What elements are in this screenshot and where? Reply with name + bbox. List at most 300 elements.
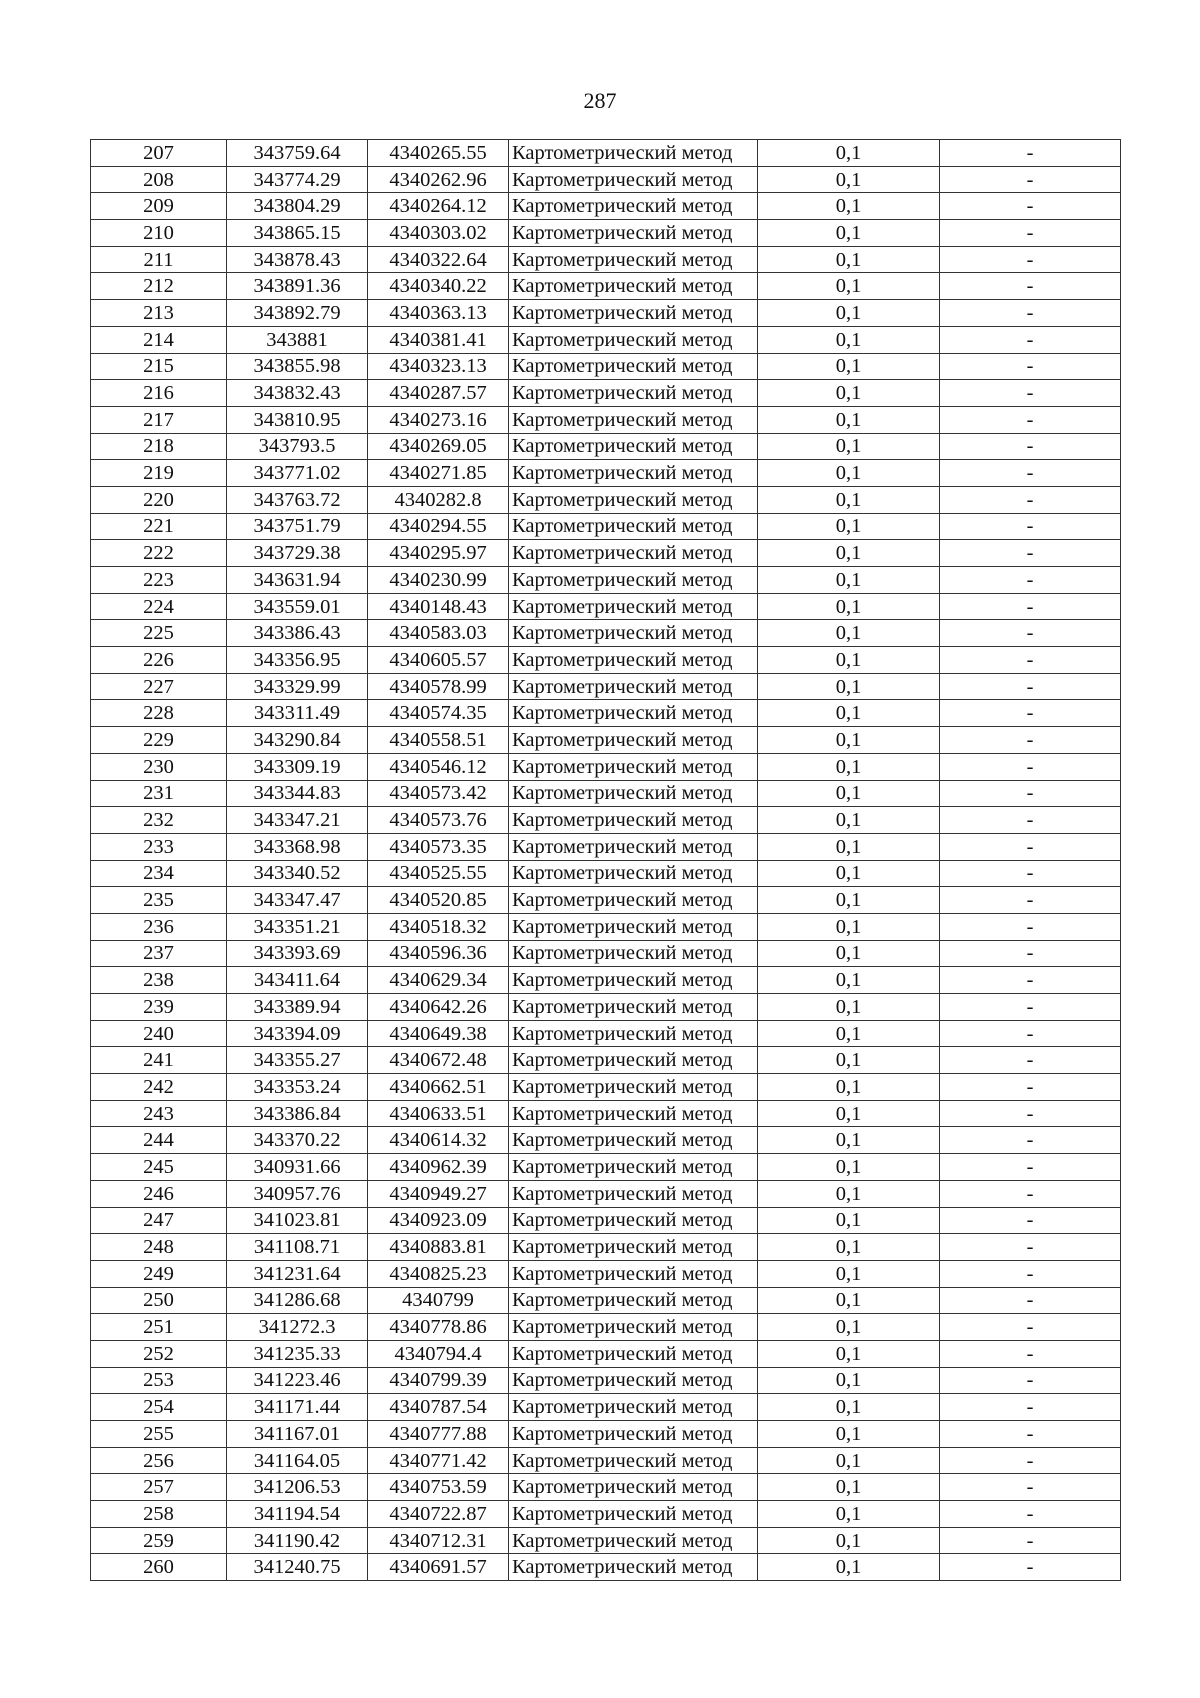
method-cell: Картометрический метод: [509, 1314, 758, 1341]
point-number-cell: 249: [91, 1260, 227, 1287]
table-row: [91, 673, 1121, 700]
note-cell: -: [940, 326, 1121, 353]
y-coordinate-cell: 4340962.39: [368, 1154, 509, 1181]
y-coordinate-cell: 4340273.16: [368, 406, 509, 433]
note-cell: -: [940, 220, 1121, 247]
note-cell: -: [940, 994, 1121, 1021]
table-row: [91, 1394, 1121, 1421]
point-number-cell: 212: [91, 273, 227, 300]
accuracy-cell: 0,1: [758, 1527, 940, 1554]
method-cell: Картометрический метод: [509, 300, 758, 327]
table-row: [91, 140, 1121, 167]
point-number-cell: 213: [91, 300, 227, 327]
note-cell: -: [940, 540, 1121, 567]
note-cell: -: [940, 1234, 1121, 1261]
point-number-cell: 232: [91, 807, 227, 834]
method-cell: Картометрический метод: [509, 380, 758, 407]
accuracy-cell: 0,1: [758, 967, 940, 994]
point-number-cell: 253: [91, 1367, 227, 1394]
accuracy-cell: 0,1: [758, 1234, 940, 1261]
y-coordinate-cell: 4340949.27: [368, 1180, 509, 1207]
point-number-cell: 236: [91, 913, 227, 940]
y-coordinate-cell: 4340605.57: [368, 647, 509, 674]
accuracy-cell: 0,1: [758, 273, 940, 300]
x-coordinate-cell: 343347.47: [227, 887, 368, 914]
accuracy-cell: 0,1: [758, 753, 940, 780]
y-coordinate-cell: 4340520.85: [368, 887, 509, 914]
point-number-cell: 255: [91, 1421, 227, 1448]
point-number-cell: 217: [91, 406, 227, 433]
point-number-cell: 219: [91, 460, 227, 487]
x-coordinate-cell: 343892.79: [227, 300, 368, 327]
table-row: [91, 1047, 1121, 1074]
accuracy-cell: 0,1: [758, 887, 940, 914]
method-cell: Картометрический метод: [509, 593, 758, 620]
note-cell: -: [940, 1340, 1121, 1367]
table-row: [91, 1367, 1121, 1394]
y-coordinate-cell: 4340287.57: [368, 380, 509, 407]
method-cell: Картометрический метод: [509, 753, 758, 780]
table-row: [91, 994, 1121, 1021]
table-row: [91, 1447, 1121, 1474]
y-coordinate-cell: 4340295.97: [368, 540, 509, 567]
method-cell: Картометрический метод: [509, 727, 758, 754]
note-cell: -: [940, 1367, 1121, 1394]
accuracy-cell: 0,1: [758, 567, 940, 594]
note-cell: -: [940, 353, 1121, 380]
note-cell: -: [940, 620, 1121, 647]
point-number-cell: 207: [91, 140, 227, 167]
accuracy-cell: 0,1: [758, 1447, 940, 1474]
note-cell: -: [940, 1180, 1121, 1207]
y-coordinate-cell: 4340294.55: [368, 513, 509, 540]
note-cell: -: [940, 460, 1121, 487]
method-cell: Картометрический метод: [509, 1527, 758, 1554]
point-number-cell: 241: [91, 1047, 227, 1074]
note-cell: -: [940, 1421, 1121, 1448]
accuracy-cell: 0,1: [758, 1394, 940, 1421]
method-cell: Картометрический метод: [509, 246, 758, 273]
table-row: [91, 727, 1121, 754]
note-cell: -: [940, 1474, 1121, 1501]
table-row: [91, 1207, 1121, 1234]
method-cell: Картометрический метод: [509, 1447, 758, 1474]
y-coordinate-cell: 4340883.81: [368, 1234, 509, 1261]
note-cell: -: [940, 166, 1121, 193]
y-coordinate-cell: 4340264.12: [368, 193, 509, 220]
y-coordinate-cell: 4340753.59: [368, 1474, 509, 1501]
table-row: [91, 300, 1121, 327]
accuracy-cell: 0,1: [758, 1020, 940, 1047]
table-row: [91, 1180, 1121, 1207]
point-number-cell: 243: [91, 1100, 227, 1127]
x-coordinate-cell: 343793.5: [227, 433, 368, 460]
x-coordinate-cell: 341272.3: [227, 1314, 368, 1341]
note-cell: -: [940, 1447, 1121, 1474]
accuracy-cell: 0,1: [758, 1367, 940, 1394]
accuracy-cell: 0,1: [758, 1501, 940, 1528]
y-coordinate-cell: 4340799.39: [368, 1367, 509, 1394]
method-cell: Картометрический метод: [509, 860, 758, 887]
table-row: [91, 1100, 1121, 1127]
table-row: [91, 860, 1121, 887]
x-coordinate-cell: 341194.54: [227, 1501, 368, 1528]
table-row: [91, 273, 1121, 300]
note-cell: -: [940, 593, 1121, 620]
x-coordinate-cell: 343878.43: [227, 246, 368, 273]
x-coordinate-cell: 343370.22: [227, 1127, 368, 1154]
note-cell: -: [940, 1554, 1121, 1581]
point-number-cell: 210: [91, 220, 227, 247]
point-number-cell: 247: [91, 1207, 227, 1234]
x-coordinate-cell: 343763.72: [227, 486, 368, 513]
accuracy-cell: 0,1: [758, 353, 940, 380]
method-cell: Картометрический метод: [509, 567, 758, 594]
y-coordinate-cell: 4340282.8: [368, 486, 509, 513]
table-row: [91, 1074, 1121, 1101]
note-cell: -: [940, 780, 1121, 807]
y-coordinate-cell: 4340323.13: [368, 353, 509, 380]
note-cell: -: [940, 1501, 1121, 1528]
method-cell: Картометрический метод: [509, 140, 758, 167]
point-number-cell: 222: [91, 540, 227, 567]
y-coordinate-cell: 4340230.99: [368, 567, 509, 594]
x-coordinate-cell: 343368.98: [227, 833, 368, 860]
x-coordinate-cell: 343771.02: [227, 460, 368, 487]
table-row: [91, 940, 1121, 967]
accuracy-cell: 0,1: [758, 513, 940, 540]
point-number-cell: 214: [91, 326, 227, 353]
accuracy-cell: 0,1: [758, 433, 940, 460]
y-coordinate-cell: 4340322.64: [368, 246, 509, 273]
x-coordinate-cell: 341286.68: [227, 1287, 368, 1314]
y-coordinate-cell: 4340722.87: [368, 1501, 509, 1528]
y-coordinate-cell: 4340525.55: [368, 860, 509, 887]
note-cell: -: [940, 833, 1121, 860]
x-coordinate-cell: 343774.29: [227, 166, 368, 193]
x-coordinate-cell: 341190.42: [227, 1527, 368, 1554]
coordinates-table-body: [91, 140, 1121, 1581]
table-row: [91, 1501, 1121, 1528]
accuracy-cell: 0,1: [758, 406, 940, 433]
accuracy-cell: 0,1: [758, 700, 940, 727]
point-number-cell: 258: [91, 1501, 227, 1528]
y-coordinate-cell: 4340691.57: [368, 1554, 509, 1581]
point-number-cell: 231: [91, 780, 227, 807]
method-cell: Картометрический метод: [509, 913, 758, 940]
accuracy-cell: 0,1: [758, 673, 940, 700]
accuracy-cell: 0,1: [758, 1127, 940, 1154]
note-cell: -: [940, 380, 1121, 407]
y-coordinate-cell: 4340271.85: [368, 460, 509, 487]
accuracy-cell: 0,1: [758, 166, 940, 193]
y-coordinate-cell: 4340573.42: [368, 780, 509, 807]
table-row: [91, 246, 1121, 273]
point-number-cell: 238: [91, 967, 227, 994]
method-cell: Картометрический метод: [509, 1100, 758, 1127]
x-coordinate-cell: 341235.33: [227, 1340, 368, 1367]
method-cell: Картометрический метод: [509, 1394, 758, 1421]
y-coordinate-cell: 4340614.32: [368, 1127, 509, 1154]
note-cell: -: [940, 1154, 1121, 1181]
point-number-cell: 239: [91, 994, 227, 1021]
accuracy-cell: 0,1: [758, 1154, 940, 1181]
y-coordinate-cell: 4340633.51: [368, 1100, 509, 1127]
y-coordinate-cell: 4340596.36: [368, 940, 509, 967]
table-row: [91, 887, 1121, 914]
method-cell: Картометрический метод: [509, 994, 758, 1021]
x-coordinate-cell: 343729.38: [227, 540, 368, 567]
x-coordinate-cell: 343389.94: [227, 994, 368, 1021]
point-number-cell: 224: [91, 593, 227, 620]
point-number-cell: 225: [91, 620, 227, 647]
method-cell: Картометрический метод: [509, 807, 758, 834]
y-coordinate-cell: 4340794.4: [368, 1340, 509, 1367]
accuracy-cell: 0,1: [758, 807, 940, 834]
note-cell: -: [940, 406, 1121, 433]
x-coordinate-cell: 341167.01: [227, 1421, 368, 1448]
accuracy-cell: 0,1: [758, 620, 940, 647]
accuracy-cell: 0,1: [758, 540, 940, 567]
accuracy-cell: 0,1: [758, 1474, 940, 1501]
note-cell: -: [940, 887, 1121, 914]
accuracy-cell: 0,1: [758, 460, 940, 487]
y-coordinate-cell: 4340642.26: [368, 994, 509, 1021]
x-coordinate-cell: 340931.66: [227, 1154, 368, 1181]
method-cell: Картометрический метод: [509, 647, 758, 674]
accuracy-cell: 0,1: [758, 1074, 940, 1101]
x-coordinate-cell: 341231.64: [227, 1260, 368, 1287]
point-number-cell: 208: [91, 166, 227, 193]
y-coordinate-cell: 4340573.35: [368, 833, 509, 860]
note-cell: -: [940, 1074, 1121, 1101]
accuracy-cell: 0,1: [758, 593, 940, 620]
note-cell: -: [940, 140, 1121, 167]
accuracy-cell: 0,1: [758, 486, 940, 513]
accuracy-cell: 0,1: [758, 1287, 940, 1314]
x-coordinate-cell: 341240.75: [227, 1554, 368, 1581]
table-row: [91, 913, 1121, 940]
note-cell: -: [940, 673, 1121, 700]
method-cell: Картометрический метод: [509, 193, 758, 220]
point-number-cell: 254: [91, 1394, 227, 1421]
note-cell: -: [940, 567, 1121, 594]
x-coordinate-cell: 343855.98: [227, 353, 368, 380]
x-coordinate-cell: 343832.43: [227, 380, 368, 407]
x-coordinate-cell: 343356.95: [227, 647, 368, 674]
table-row: [91, 1340, 1121, 1367]
note-cell: -: [940, 1100, 1121, 1127]
x-coordinate-cell: 343759.64: [227, 140, 368, 167]
x-coordinate-cell: 343351.21: [227, 913, 368, 940]
x-coordinate-cell: 343355.27: [227, 1047, 368, 1074]
method-cell: Картометрический метод: [509, 513, 758, 540]
method-cell: Картометрический метод: [509, 1340, 758, 1367]
accuracy-cell: 0,1: [758, 1100, 940, 1127]
y-coordinate-cell: 4340778.86: [368, 1314, 509, 1341]
accuracy-cell: 0,1: [758, 1554, 940, 1581]
y-coordinate-cell: 4340262.96: [368, 166, 509, 193]
point-number-cell: 209: [91, 193, 227, 220]
method-cell: Картометрический метод: [509, 220, 758, 247]
note-cell: -: [940, 273, 1121, 300]
point-number-cell: 248: [91, 1234, 227, 1261]
table-row: [91, 1554, 1121, 1581]
point-number-cell: 215: [91, 353, 227, 380]
accuracy-cell: 0,1: [758, 913, 940, 940]
accuracy-cell: 0,1: [758, 140, 940, 167]
table-row: [91, 967, 1121, 994]
y-coordinate-cell: 4340799: [368, 1287, 509, 1314]
table-row: [91, 326, 1121, 353]
x-coordinate-cell: 343386.84: [227, 1100, 368, 1127]
point-number-cell: 251: [91, 1314, 227, 1341]
accuracy-cell: 0,1: [758, 246, 940, 273]
point-number-cell: 227: [91, 673, 227, 700]
x-coordinate-cell: 343394.09: [227, 1020, 368, 1047]
table-row: [91, 166, 1121, 193]
y-coordinate-cell: 4340712.31: [368, 1527, 509, 1554]
table-row: [91, 193, 1121, 220]
table-row: [91, 1234, 1121, 1261]
y-coordinate-cell: 4340583.03: [368, 620, 509, 647]
method-cell: Картометрический метод: [509, 1207, 758, 1234]
method-cell: Картометрический метод: [509, 780, 758, 807]
y-coordinate-cell: 4340381.41: [368, 326, 509, 353]
x-coordinate-cell: 343393.69: [227, 940, 368, 967]
point-number-cell: 257: [91, 1474, 227, 1501]
table-row: [91, 1260, 1121, 1287]
table-row: [91, 833, 1121, 860]
table-row: [91, 433, 1121, 460]
accuracy-cell: 0,1: [758, 1047, 940, 1074]
y-coordinate-cell: 4340787.54: [368, 1394, 509, 1421]
note-cell: -: [940, 913, 1121, 940]
x-coordinate-cell: 343309.19: [227, 753, 368, 780]
y-coordinate-cell: 4340518.32: [368, 913, 509, 940]
method-cell: Картометрический метод: [509, 620, 758, 647]
y-coordinate-cell: 4340340.22: [368, 273, 509, 300]
note-cell: -: [940, 1394, 1121, 1421]
x-coordinate-cell: 343329.99: [227, 673, 368, 700]
x-coordinate-cell: 343386.43: [227, 620, 368, 647]
table-row: [91, 353, 1121, 380]
y-coordinate-cell: 4340269.05: [368, 433, 509, 460]
point-number-cell: 223: [91, 567, 227, 594]
y-coordinate-cell: 4340265.55: [368, 140, 509, 167]
x-coordinate-cell: 341171.44: [227, 1394, 368, 1421]
point-number-cell: 256: [91, 1447, 227, 1474]
accuracy-cell: 0,1: [758, 220, 940, 247]
note-cell: -: [940, 193, 1121, 220]
table-row: [91, 406, 1121, 433]
note-cell: -: [940, 1047, 1121, 1074]
x-coordinate-cell: 343881: [227, 326, 368, 353]
y-coordinate-cell: 4340662.51: [368, 1074, 509, 1101]
table-row: [91, 540, 1121, 567]
y-coordinate-cell: 4340578.99: [368, 673, 509, 700]
note-cell: -: [940, 753, 1121, 780]
point-number-cell: 218: [91, 433, 227, 460]
accuracy-cell: 0,1: [758, 833, 940, 860]
x-coordinate-cell: 343347.21: [227, 807, 368, 834]
method-cell: Картометрический метод: [509, 1127, 758, 1154]
method-cell: Картометрический метод: [509, 833, 758, 860]
method-cell: Картометрический метод: [509, 967, 758, 994]
y-coordinate-cell: 4340363.13: [368, 300, 509, 327]
accuracy-cell: 0,1: [758, 380, 940, 407]
note-cell: -: [940, 1314, 1121, 1341]
table-row: [91, 780, 1121, 807]
point-number-cell: 235: [91, 887, 227, 914]
accuracy-cell: 0,1: [758, 1260, 940, 1287]
method-cell: Картометрический метод: [509, 273, 758, 300]
table-row: [91, 700, 1121, 727]
accuracy-cell: 0,1: [758, 1180, 940, 1207]
point-number-cell: 246: [91, 1180, 227, 1207]
accuracy-cell: 0,1: [758, 1314, 940, 1341]
point-number-cell: 260: [91, 1554, 227, 1581]
table-row: [91, 1314, 1121, 1341]
point-number-cell: 229: [91, 727, 227, 754]
note-cell: -: [940, 1127, 1121, 1154]
x-coordinate-cell: 341108.71: [227, 1234, 368, 1261]
y-coordinate-cell: 4340771.42: [368, 1447, 509, 1474]
x-coordinate-cell: 343344.83: [227, 780, 368, 807]
note-cell: -: [940, 300, 1121, 327]
table-row: [91, 513, 1121, 540]
method-cell: Картометрический метод: [509, 673, 758, 700]
note-cell: -: [940, 967, 1121, 994]
note-cell: -: [940, 486, 1121, 513]
note-cell: -: [940, 1287, 1121, 1314]
note-cell: -: [940, 246, 1121, 273]
x-coordinate-cell: 343411.64: [227, 967, 368, 994]
method-cell: Картометрический метод: [509, 433, 758, 460]
point-number-cell: 242: [91, 1074, 227, 1101]
accuracy-cell: 0,1: [758, 647, 940, 674]
note-cell: -: [940, 433, 1121, 460]
method-cell: Картометрический метод: [509, 700, 758, 727]
method-cell: Картометрический метод: [509, 1501, 758, 1528]
coordinates-table: [90, 139, 1121, 1581]
y-coordinate-cell: 4340825.23: [368, 1260, 509, 1287]
accuracy-cell: 0,1: [758, 994, 940, 1021]
table-row: [91, 1421, 1121, 1448]
method-cell: Картометрический метод: [509, 1234, 758, 1261]
page-number: 287: [583, 88, 617, 113]
x-coordinate-cell: 343751.79: [227, 513, 368, 540]
x-coordinate-cell: 343804.29: [227, 193, 368, 220]
table-row: [91, 1020, 1121, 1047]
note-cell: -: [940, 727, 1121, 754]
point-number-cell: 240: [91, 1020, 227, 1047]
point-number-cell: 259: [91, 1527, 227, 1554]
x-coordinate-cell: 341223.46: [227, 1367, 368, 1394]
method-cell: Картометрический метод: [509, 326, 758, 353]
note-cell: -: [940, 1020, 1121, 1047]
method-cell: Картометрический метод: [509, 1474, 758, 1501]
y-coordinate-cell: 4340574.35: [368, 700, 509, 727]
note-cell: -: [940, 940, 1121, 967]
table-row: [91, 1154, 1121, 1181]
table-row: [91, 647, 1121, 674]
method-cell: Картометрический метод: [509, 940, 758, 967]
method-cell: Картометрический метод: [509, 353, 758, 380]
point-number-cell: 228: [91, 700, 227, 727]
point-number-cell: 234: [91, 860, 227, 887]
method-cell: Картометрический метод: [509, 1074, 758, 1101]
